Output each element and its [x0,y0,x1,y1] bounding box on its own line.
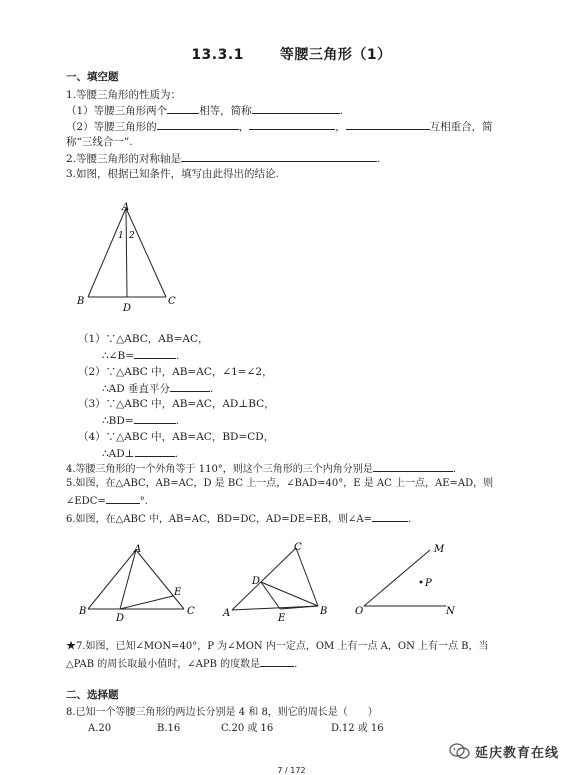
q7-line2-text: △PAB 的周长取最小值时，∠APB 的度数是 [66,659,261,670]
q6-text: 6.如图，在△ABC 中，AB=AC，BD=DC，AD=DE=EB，则∠A= [66,514,372,525]
segment-ac [126,208,166,297]
q3-part4-given: （4）∵△ABC 中，AB=AC，BD=CD， [78,431,275,443]
figure-q6-triangle [220,538,332,626]
page-title [0,44,583,64]
label-angle-2: 2 [129,231,135,241]
watermark-text: 延庆教育在线 [475,745,560,761]
answer-blank[interactable] [157,119,239,130]
ray-om [364,550,430,606]
q8: 8.已知一个等腰三角形的两边长分别是 4 和 8，则它的周长是（ ） [66,707,378,718]
label-d: D [123,303,132,314]
q1-part2-sep: ， [335,121,346,133]
segment-cb [296,548,318,606]
wechat-icon [449,742,471,760]
label-n: N [446,606,455,617]
label-b: B [320,606,328,617]
q8-option-b[interactable]: B.16 [157,723,181,734]
answer-blank[interactable] [134,413,176,424]
q7-line1: ★7.如图，已知∠MON=40°，P 为∠MON 内一定点，OM 上有一点 A，ON 上有一点 B，当 [66,641,489,652]
q5-line1: 5.如图，在△ABC，AB=AC，D 是 BC 上一点，∠BAD=40°，E 是 AC 上一点，AE=AD，则 [66,478,494,489]
q5-line2 [66,493,148,509]
label-m: M [434,544,445,555]
segment-ab [88,208,126,297]
q3-part3-end: . [175,415,179,427]
q6 [66,511,411,527]
q4 [66,461,456,477]
label-c: C [294,542,302,553]
label-b: B [79,606,87,617]
label-e: E [174,587,182,598]
q2-end: . [377,153,381,165]
segment-ad [126,208,127,297]
q3-part4-end: . [174,448,178,460]
point-p [420,581,423,584]
answer-blank[interactable] [373,461,453,472]
label-a: A [122,202,130,213]
figure-isosceles-triangle [70,200,190,318]
q3-part2-conclusion-text: ∴AD 垂直平分 [102,383,171,395]
label-b: B [77,296,85,307]
figure-q5-triangle [74,540,204,624]
q3-part3-given: （3）∵△ABC 中，AB=AC，AD⊥BC， [78,398,275,410]
q1-part2 [66,119,493,134]
q3-part2-given: （2）∵△ABC 中，AB=AC，∠1=∠2， [78,366,273,378]
answer-blank[interactable] [372,511,408,522]
segment-ab [88,550,136,609]
q1-part1-text-c: . [339,105,344,117]
label-a: A [134,544,142,555]
segment-ac [136,550,184,609]
q3-part1-end: . [176,350,180,362]
q3-part2-end: . [210,383,214,395]
q3-part1-conclusion-text: ∴∠B= [102,350,134,362]
q1-intro: 1.等腰三角形的性质为： [66,89,182,101]
label-o: O [355,606,364,617]
section-heading-fill: 一、填空题 [66,71,119,83]
figure-angle-mon [348,540,468,624]
answer-blank[interactable] [346,119,430,130]
q2 [66,151,380,166]
label-c: C [187,606,195,617]
q7-line2 [66,656,297,672]
q1-part1-text-a: （1）等腰三角形两个 [66,105,168,117]
q7-end: . [294,659,298,670]
q1-part2-text-a: （2）等腰三角形的 [66,121,157,133]
q3-part1-conclusion [102,348,179,363]
q3-part1-given: （1）∵△ABC，AB=AC， [78,333,209,345]
q3-part3-conclusion-text: ∴BD= [102,415,134,427]
lesson-title: 等腰三角形（1） [279,47,392,63]
answer-blank[interactable] [252,103,340,114]
q5-line2-text: ∠EDC= [66,496,106,507]
lesson-number: 13.3.1 [191,47,244,63]
label-p: P [425,578,432,589]
q1-part2-cont: 称“三线合一”. [66,136,133,148]
answer-blank[interactable] [181,151,377,162]
answer-blank[interactable] [135,446,175,457]
answer-blank[interactable] [167,103,199,114]
answer-blank[interactable] [106,493,140,504]
label-d: D [252,576,261,587]
q3-part4-conclusion [102,446,178,461]
label-a: A [223,608,231,619]
label-e: E [278,613,286,624]
q3-part4-conclusion-text: ∴AD⊥ [102,448,135,460]
label-c: C [168,296,176,307]
label-d: D [116,613,125,624]
section-heading-choice: 二、选择题 [66,689,119,701]
q1-part2-text-b: 互相重合，简 [429,121,493,133]
q1-part2-sep: ， [238,121,250,133]
q8-option-a[interactable]: A.20 [88,723,112,734]
q1-part1 [66,103,343,118]
q3-part2-conclusion [102,381,213,396]
answer-blank[interactable] [260,656,294,667]
q8-option-c[interactable]: C.20 或 16 [221,723,274,734]
label-angle-1: 1 [118,231,124,241]
watermark [449,739,571,763]
q2-text: 2.等腰三角形的对称轴是 [66,153,182,165]
q8-option-d[interactable]: D.12 或 16 [331,723,384,734]
q3: 3.如图，根据已知条件，填写由此得出的结论. [66,168,279,180]
q1-part1-text-b: 相等，简称 [199,105,252,117]
answer-blank[interactable] [134,348,176,359]
q4-end: . [452,464,456,475]
q3-part3-conclusion [102,413,179,428]
segment-ad [120,550,136,609]
segment-ca [232,548,296,610]
q4-text: 4.等腰三角形的一个外角等于 110°，则这个三角形的三个内角分别是 [66,464,373,475]
page-number: 7 / 172 [277,766,306,775]
q5-end: °. [139,496,148,507]
answer-blank[interactable] [170,381,210,392]
segment-de [120,596,173,609]
q6-end: . [408,514,412,525]
answer-blank[interactable] [249,119,335,130]
